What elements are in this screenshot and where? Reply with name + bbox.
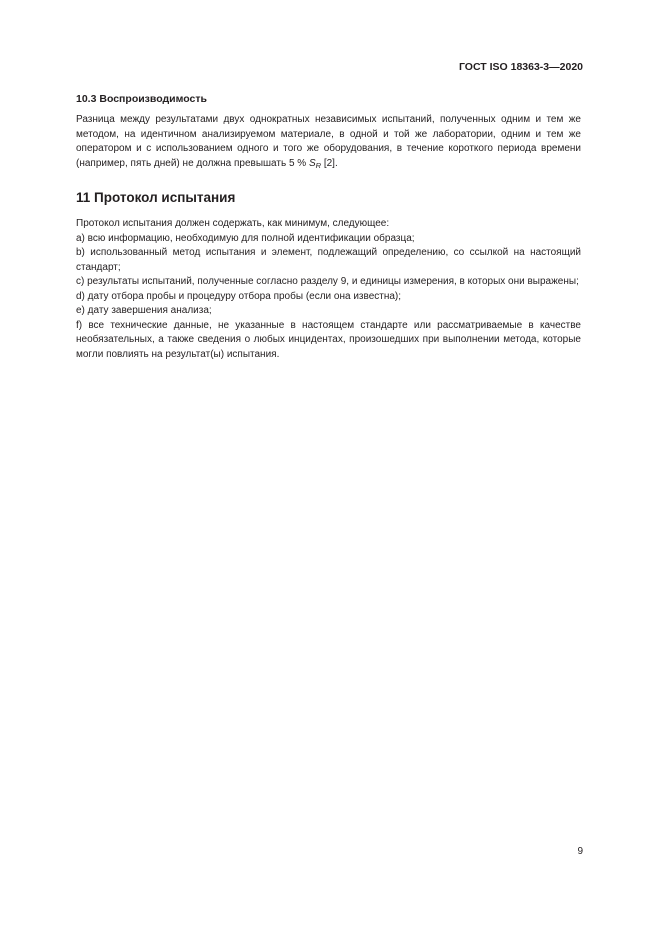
reproducibility-paragraph	[76, 113, 581, 173]
page-content	[76, 92, 581, 362]
section-heading-11	[76, 189, 581, 206]
symbol-s: S	[308, 157, 316, 169]
reference-text: [2].	[321, 157, 338, 169]
list-item: f) все технические данные, не указанные в настоящем стандарте или рассматриваемые в качестве необязательных, а также сведения о любых инцидентах, произошедших при выполнении метода, которые могли повлиять на результат(ы) испытания.	[76, 319, 581, 360]
protocol-intro: Протокол испытания должен содержать, как минимум, следующее:	[76, 218, 390, 229]
list-item: b) использованный метод испытания и элемент, подлежащий определению, со ссылкой на настоящий стандарт;	[76, 247, 581, 273]
list-item: a) всю информацию, необходимую для полной идентификации образца;	[76, 232, 415, 244]
symbol-subscript-r: R	[315, 160, 322, 170]
list-item: e) дату завершения анализа;	[76, 305, 212, 316]
section-title: Протокол испытания	[94, 190, 236, 205]
list-item: d) дату отбора пробы и процедуру отбора пробы (если она известна);	[76, 290, 402, 302]
document-code-header: ГОСТ ISO 18363-3—2020	[458, 61, 583, 73]
list-item: c) результаты испытаний, полученные согласно разделу 9, и единицы измерения, в которых они выражены;	[76, 276, 579, 287]
section-number: 11	[76, 190, 91, 205]
page-number: 9	[577, 846, 583, 857]
subsection-number: 10.3	[76, 93, 97, 105]
subsection-heading-10-3	[76, 92, 581, 106]
subsection-title: Воспроизводимость	[99, 93, 207, 105]
reproducibility-text: Разница между результатами двух однократных независимых испытаний, полученных одним и тем же методом, на идентичном анализируемом материале, в одной и той же лаборатории, одним и тем же оператором и с использованием одного и того же оборудования, в течение короткого периода времени (например, пять дней) не должна превышать 5 %	[76, 114, 581, 169]
